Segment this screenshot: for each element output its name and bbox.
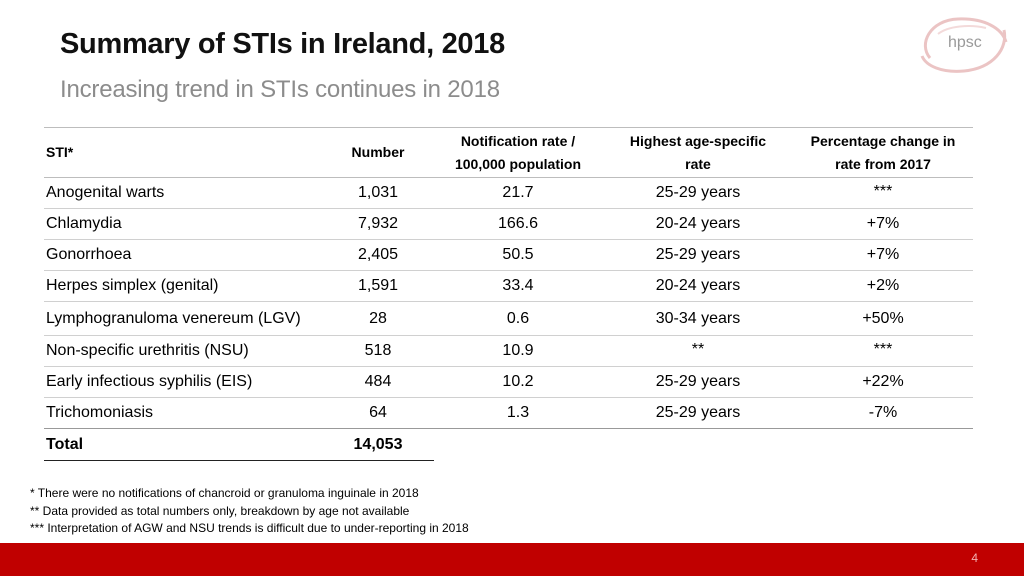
cell-change: -7% — [868, 404, 898, 421]
cell-rate: 10.9 — [502, 342, 534, 359]
cell-rate: 1.3 — [506, 404, 530, 421]
footnote: * There were no notifications of chancroid or granuloma inguinale in 2018 — [30, 486, 419, 500]
cell-number: 518 — [364, 342, 392, 359]
table-row — [44, 178, 973, 209]
cell-number: 1,031 — [357, 184, 399, 201]
cell-sti: Non-specific urethritis (NSU) — [46, 342, 249, 359]
column-header-sti: STI* — [46, 144, 74, 160]
cell-change: +2% — [866, 277, 900, 294]
footnote: ** Data provided as total numbers only, breakdown by age not available — [30, 503, 410, 518]
cell-change: +22% — [862, 373, 904, 390]
table-row — [44, 271, 973, 302]
table-row — [44, 240, 973, 271]
column-header-notification-rate: Notification rate / 100,000 population — [454, 132, 582, 172]
cell-sti: Chlamydia — [46, 215, 122, 232]
cell-sti: Early infectious syphilis (EIS) — [46, 373, 253, 390]
cell-age: 30-34 years — [655, 309, 741, 327]
cell-change: *** — [873, 341, 893, 358]
footnote: *** Interpretation of AGW and NSU trends is difficult due to under-reporting in 2018 — [30, 521, 469, 535]
cell-age: 25-29 years — [655, 404, 741, 421]
cell-number: 7,932 — [357, 215, 399, 232]
slide-title: Summary of STIs in Ireland, 2018 — [60, 28, 505, 60]
cell-sti: Trichomoniasis — [46, 404, 153, 421]
cell-rate: 33.4 — [502, 277, 534, 294]
footer-bar — [0, 543, 1024, 576]
cell-change: *** — [873, 183, 893, 200]
cell-rate: 166.6 — [497, 215, 539, 232]
cell-age: 20-24 years — [655, 277, 741, 294]
cell-number: 64 — [369, 404, 387, 421]
table-row — [44, 336, 973, 367]
logo-text: hpsc — [948, 34, 982, 51]
page-number: 4 — [971, 551, 978, 565]
slide-subtitle: Increasing trend in STIs continues in 2018 — [60, 76, 500, 103]
cell-change: +7% — [866, 215, 900, 232]
cell-number: 28 — [369, 309, 387, 327]
sti-summary-table — [44, 127, 973, 461]
cell-sti: Lymphogranuloma venereum (LGV) — [46, 309, 301, 327]
cell-number: 484 — [364, 373, 392, 390]
cell-number: 2,405 — [357, 246, 399, 263]
cell-sti: Herpes simplex (genital) — [46, 277, 219, 294]
column-header-percentage-change: Percentage change in rate from 2017 — [810, 132, 956, 172]
cell-rate: 21.7 — [502, 184, 534, 201]
cell-sti: Gonorrhoea — [46, 246, 132, 263]
cell-change: +50% — [862, 309, 904, 327]
table-header-row — [44, 127, 973, 178]
cell-number: 1,591 — [357, 277, 399, 294]
cell-age: 25-29 years — [655, 246, 741, 263]
footnotes — [30, 485, 469, 538]
column-header-number: Number — [351, 144, 405, 160]
total-number: 14,053 — [353, 436, 403, 453]
table-row — [44, 209, 973, 240]
cell-age: 25-29 years — [655, 184, 741, 201]
cell-age: 25-29 years — [655, 373, 741, 390]
cell-rate: 10.2 — [502, 373, 534, 390]
cell-sti: Anogenital warts — [46, 184, 165, 201]
cell-change: +7% — [866, 246, 900, 263]
table-row — [44, 367, 973, 398]
table-row — [44, 398, 973, 429]
cell-rate: 50.5 — [502, 246, 534, 263]
hpsc-logo-icon — [908, 14, 1012, 76]
total-underline — [44, 460, 434, 461]
column-header-age-rate: Highest age-specific rate — [629, 132, 767, 172]
cell-age: 20-24 years — [655, 215, 741, 232]
cell-rate: 0.6 — [506, 309, 530, 327]
cell-age: ** — [691, 341, 705, 358]
total-label: Total — [46, 436, 84, 453]
table-row — [44, 302, 973, 336]
table-total-row — [44, 429, 973, 461]
